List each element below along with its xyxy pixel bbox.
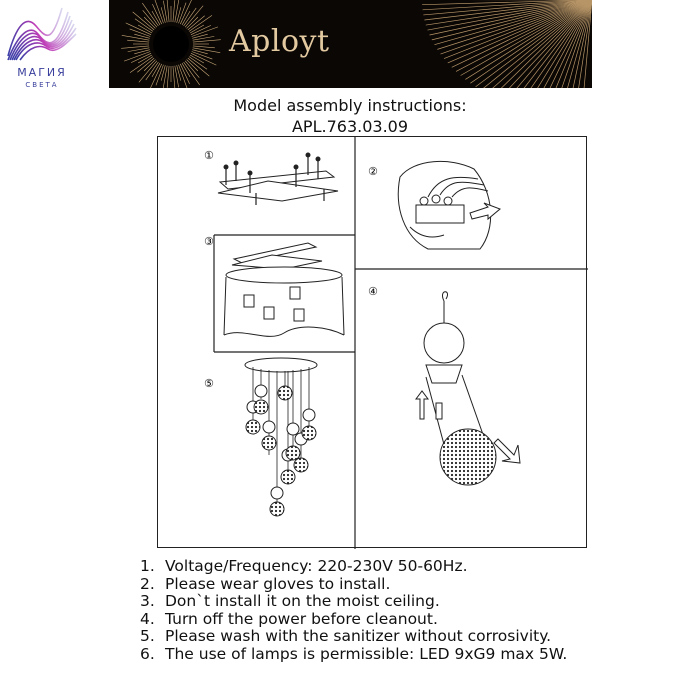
step-4-pendant — [416, 292, 520, 485]
safety-notes-list — [140, 558, 567, 664]
sunburst-decoration — [109, 0, 592, 88]
model-number: APL.763.03.09 — [291, 117, 409, 136]
step-3-canopy — [224, 243, 344, 336]
magia-sveta-logo — [0, 0, 100, 100]
list-item: 4. Turn off the power before cleanout. — [140, 609, 438, 628]
list-item: 2. Please wear gloves to install. — [140, 574, 391, 593]
list-item: 1. Voltage/Frequency: 220-230V 50-60Hz. — [140, 557, 468, 575]
step-3-label: ③ — [204, 235, 214, 248]
logo-text-sveta: СВЕТА — [25, 81, 59, 89]
step-1-label: ① — [204, 149, 214, 162]
step-5-label: ⑤ — [204, 377, 214, 390]
list-item: 6. The use of lamps is permissible: LED 9xG9 max 5W. — [140, 644, 568, 663]
wave-logo-icon — [6, 4, 78, 66]
step-5-chandelier — [245, 358, 317, 516]
instructions-title: Model assembly instructions: — [233, 96, 467, 115]
step-4-label: ④ — [368, 285, 378, 298]
logo-text-magia: МАГИЯ — [17, 66, 67, 79]
assembly-diagram-drawing — [158, 137, 588, 549]
list-item: 3. Don`t install it on the moist ceiling. — [140, 592, 440, 611]
brand-banner — [109, 0, 592, 88]
list-item: 5. Please wash with the sanitizer without corrosivity. — [140, 627, 552, 646]
step-2-label: ② — [368, 165, 378, 178]
step-1-bracket — [218, 153, 338, 205]
assembly-diagram — [157, 136, 587, 548]
brand-name: Aployt — [229, 24, 330, 59]
step-2-terminal-block — [398, 161, 500, 249]
